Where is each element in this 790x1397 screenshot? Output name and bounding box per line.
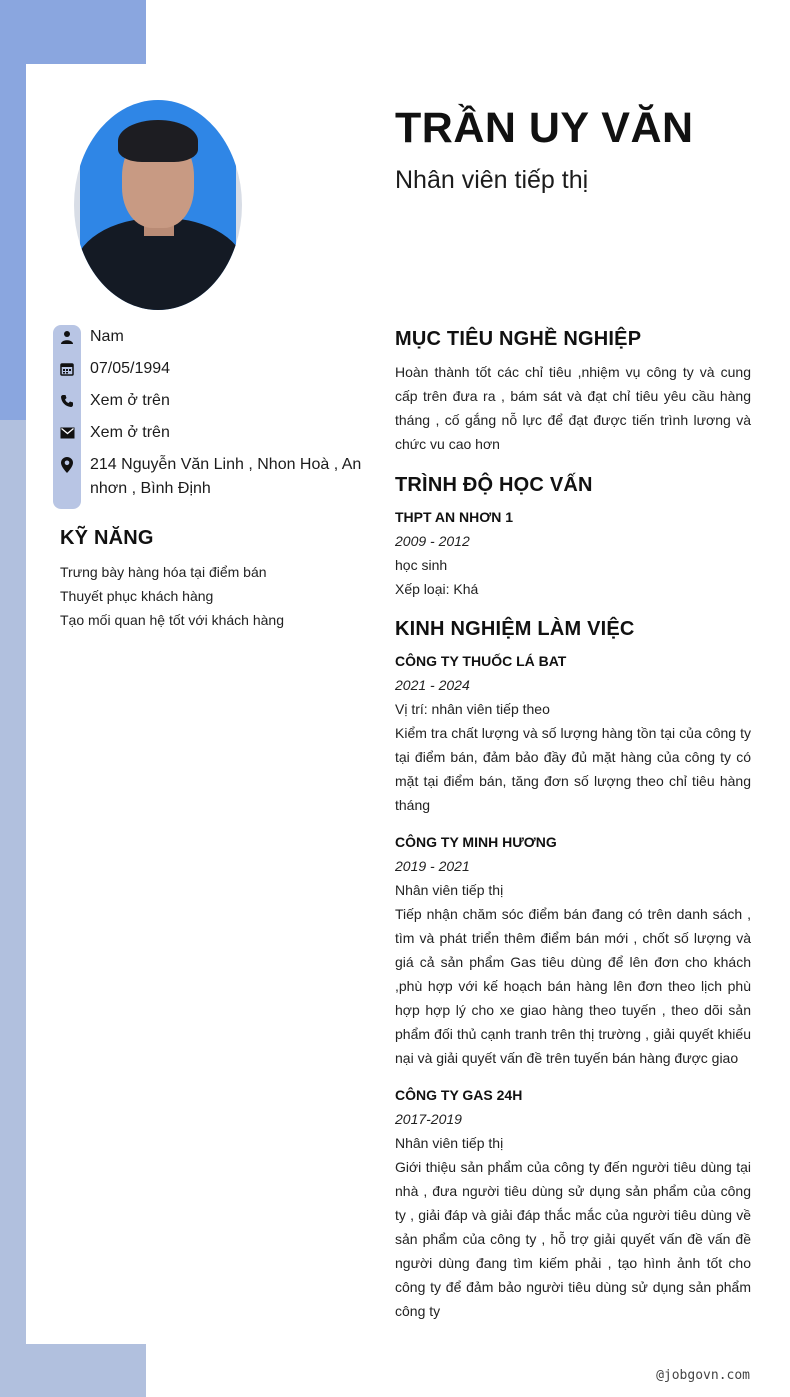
education-years: 2009 - 2012 [395,533,470,549]
job-description: Kiểm tra chất lượng và số lượng hàng tồn tại của công ty tại điểm bán, đảm bảo đầy đủ mặt hàng của công ty có mặt tại điểm bán, tăng đơn số lượng theo chỉ tiêu hàng tháng [395,725,751,813]
job-description: Tiếp nhận chăm sóc điểm bán đang có trên danh sách , tìm và phát triển thêm điểm bán mới , chốt số lượng và giá cả sản phẩm Gas tiêu dùng để lên đơn cho khách ,phù hợp với kế hoạch bán hàng lên đơn theo lịch phù hợp hợp lý cho xe giao hàng theo tuyến , theo dõi sản phẩm đối thủ cạnh tranh trên thị trường , giải quyết khiếu nại và giải quyết vấn đề trên tuyến bán hàng được giao [395,906,751,1066]
job-position: Nhân viên tiếp thị [395,1135,504,1151]
candidate-name: TRẦN UY VĂN [395,104,694,152]
location-pin-icon [56,453,78,477]
job-description: Giới thiệu sản phẩm của công ty đến người tiêu dùng tại nhà , đưa người tiêu dùng sử dụng sản phẩm của công ty , giải đáp và giải đáp thắc mắc của người tiêu dùng về sản phẩm của công ty , hỗ trợ giải quyết vấn đề vấn đề người dùng đang tìm kiếm phải , tạo hình ảnh tốt cho công ty để đảm bảo người tiêu dùng sử dụng sản phẩm công ty [395,1159,751,1319]
skill-item: Trưng bày hàng hóa tại điểm bán [60,564,267,580]
person-icon [56,325,78,349]
contact-email: Xem ở trên [56,421,365,445]
phone-icon [56,389,78,413]
education-role: học sinh [395,557,448,573]
education-section [395,505,751,601]
skills-list [60,560,284,632]
calendar-icon [56,357,78,381]
footer-watermark[interactable]: @jobgovn.com [656,1368,750,1383]
skills-heading: KỸ NĂNG [60,527,154,549]
experience-heading: KINH NGHIỆM LÀM VIỆC [395,618,635,640]
job-years: 2019 - 2021 [395,858,470,874]
job-title: Nhân viên tiếp thị [395,166,589,194]
education-heading: TRÌNH ĐỘ HỌC VẤN [395,474,593,496]
skill-item: Tạo mối quan hệ tốt với khách hàng [60,612,284,628]
contact-address: 214 Nguyễn Văn Linh , Nhon Hoà , An nhơn , Bình Định [56,453,365,501]
skill-item: Thuyết phục khách hàng [60,588,214,604]
company-name: CÔNG TY THUỐC LÁ BAT [395,653,567,669]
company-name: CÔNG TY MINH HƯƠNG [395,834,557,850]
objective-section [395,360,751,456]
contact-phone: Xem ở trên [56,389,365,413]
profile-photo [74,100,242,310]
objective-text: Hoàn thành tốt các chỉ tiêu ,nhiệm vụ công ty và cung cấp trên đưa ra , bám sát và đạt chỉ tiêu yêu cầu hàng tháng , cố gắng nỗ lực để đạt được tiến trình lương và chức vu cao hơn [395,364,751,452]
contact-gender: Nam [56,325,365,349]
email-icon [56,421,78,445]
job-years: 2021 - 2024 [395,677,470,693]
company-name: CÔNG TY GAS 24H [395,1087,523,1103]
education-grade: Xếp loại: Khá [395,581,479,597]
job-position: Nhân viên tiếp thị [395,882,504,898]
experience-entry [395,830,751,1070]
objective-heading: MỤC TIÊU NGHỀ NGHIỆP [395,328,642,350]
job-years: 2017-2019 [395,1111,462,1127]
school-name: THPT AN NHƠN 1 [395,509,513,525]
experience-entry [395,1083,751,1323]
job-position: Vị trí: nhân viên tiếp theo [395,701,550,717]
experience-entry [395,649,751,817]
contact-birthdate: 07/05/1994 [56,357,365,381]
